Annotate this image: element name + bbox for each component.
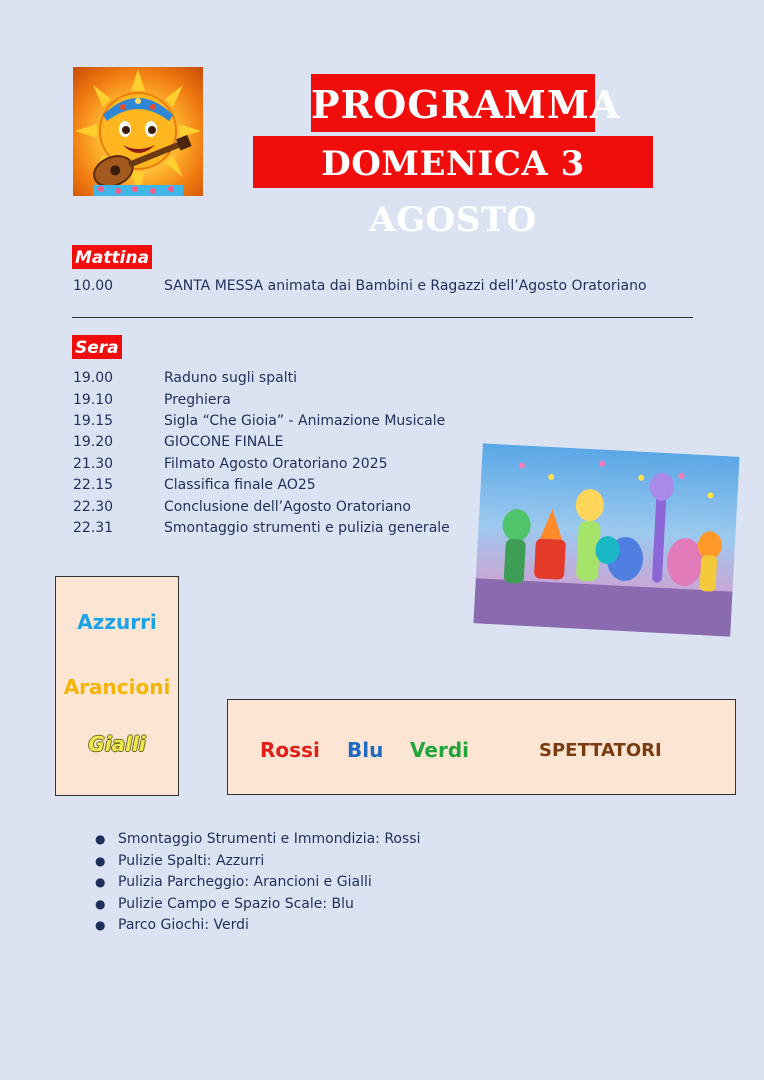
list-item	[95, 829, 420, 851]
sun-guitar-logo	[73, 67, 203, 196]
team-verdi: Verdi	[410, 738, 469, 762]
event-desc: SANTA MESSA animata dai Bambini e Ragazzi dell’Agosto Oratoriano	[164, 278, 647, 294]
event-time: 19.00	[73, 370, 114, 386]
list-item	[95, 872, 420, 894]
event-desc: Smontaggio strumenti e pulizia generale	[164, 520, 450, 536]
team-gialli: Gialli	[88, 732, 146, 756]
event-time: 21.30	[73, 456, 114, 472]
cartoon-characters-icon	[473, 443, 739, 636]
event-time: 22.30	[73, 498, 114, 515]
event-desc: GIOCONE FINALE	[164, 434, 284, 450]
event-desc: Classifica finale AO25	[164, 477, 316, 493]
event-time: 19.20	[73, 434, 114, 450]
event-desc: Conclusione dell’Agosto Oratoriano	[164, 498, 411, 515]
team-spettatori: SPETTATORI	[539, 740, 662, 761]
task-text: Pulizia Parcheggio: Arancioni e Gialli	[118, 874, 372, 890]
teams-box-right	[227, 699, 736, 795]
inside-out-characters-image	[473, 443, 739, 636]
team-arancioni: Arancioni	[63, 675, 171, 699]
teams-box-left	[55, 576, 179, 796]
section-divider	[72, 317, 693, 318]
task-text: Pulizie Spalti: Azzurri	[118, 852, 265, 869]
event-time: 22.15	[73, 477, 114, 493]
event-time: 19.10	[73, 391, 114, 408]
task-list	[95, 829, 420, 937]
sun-guitar-icon	[73, 67, 203, 196]
list-item	[95, 894, 420, 916]
list-item	[95, 915, 420, 937]
event-desc: Sigla “Che Gioia” - Animazione Musicale	[164, 413, 446, 429]
task-text: Pulizie Campo e Spazio Scale: Blu	[118, 895, 354, 912]
task-text: Smontaggio Strumenti e Immondizia: Rossi	[118, 831, 421, 847]
title-programma: PROGRAMMA	[311, 74, 595, 132]
event-time: 19.15	[73, 413, 114, 429]
section-label-mattina: Mattina	[72, 245, 152, 269]
bullet-dot-icon: ●	[95, 896, 106, 911]
bullet-dot-icon: ●	[95, 853, 106, 868]
bullet-dot-icon: ●	[95, 832, 106, 846]
team-azzurri: Azzurri	[77, 610, 157, 634]
title-date: DOMENICA 3 AGOSTO	[253, 136, 653, 188]
section-label-sera: Sera	[72, 335, 122, 359]
event-time: 22.31	[73, 520, 114, 536]
event-time: 10.00	[73, 278, 114, 294]
task-text: Parco Giochi: Verdi	[118, 917, 249, 933]
event-desc: Filmato Agosto Oratoriano 2025	[164, 456, 388, 472]
event-desc: Raduno sugli spalti	[164, 370, 297, 386]
bullet-dot-icon: ●	[95, 918, 106, 932]
bullet-dot-icon: ●	[95, 875, 106, 889]
event-desc: Preghiera	[164, 391, 231, 408]
team-blu: Blu	[347, 738, 384, 762]
list-item	[95, 851, 420, 873]
team-rossi: Rossi	[260, 738, 320, 762]
